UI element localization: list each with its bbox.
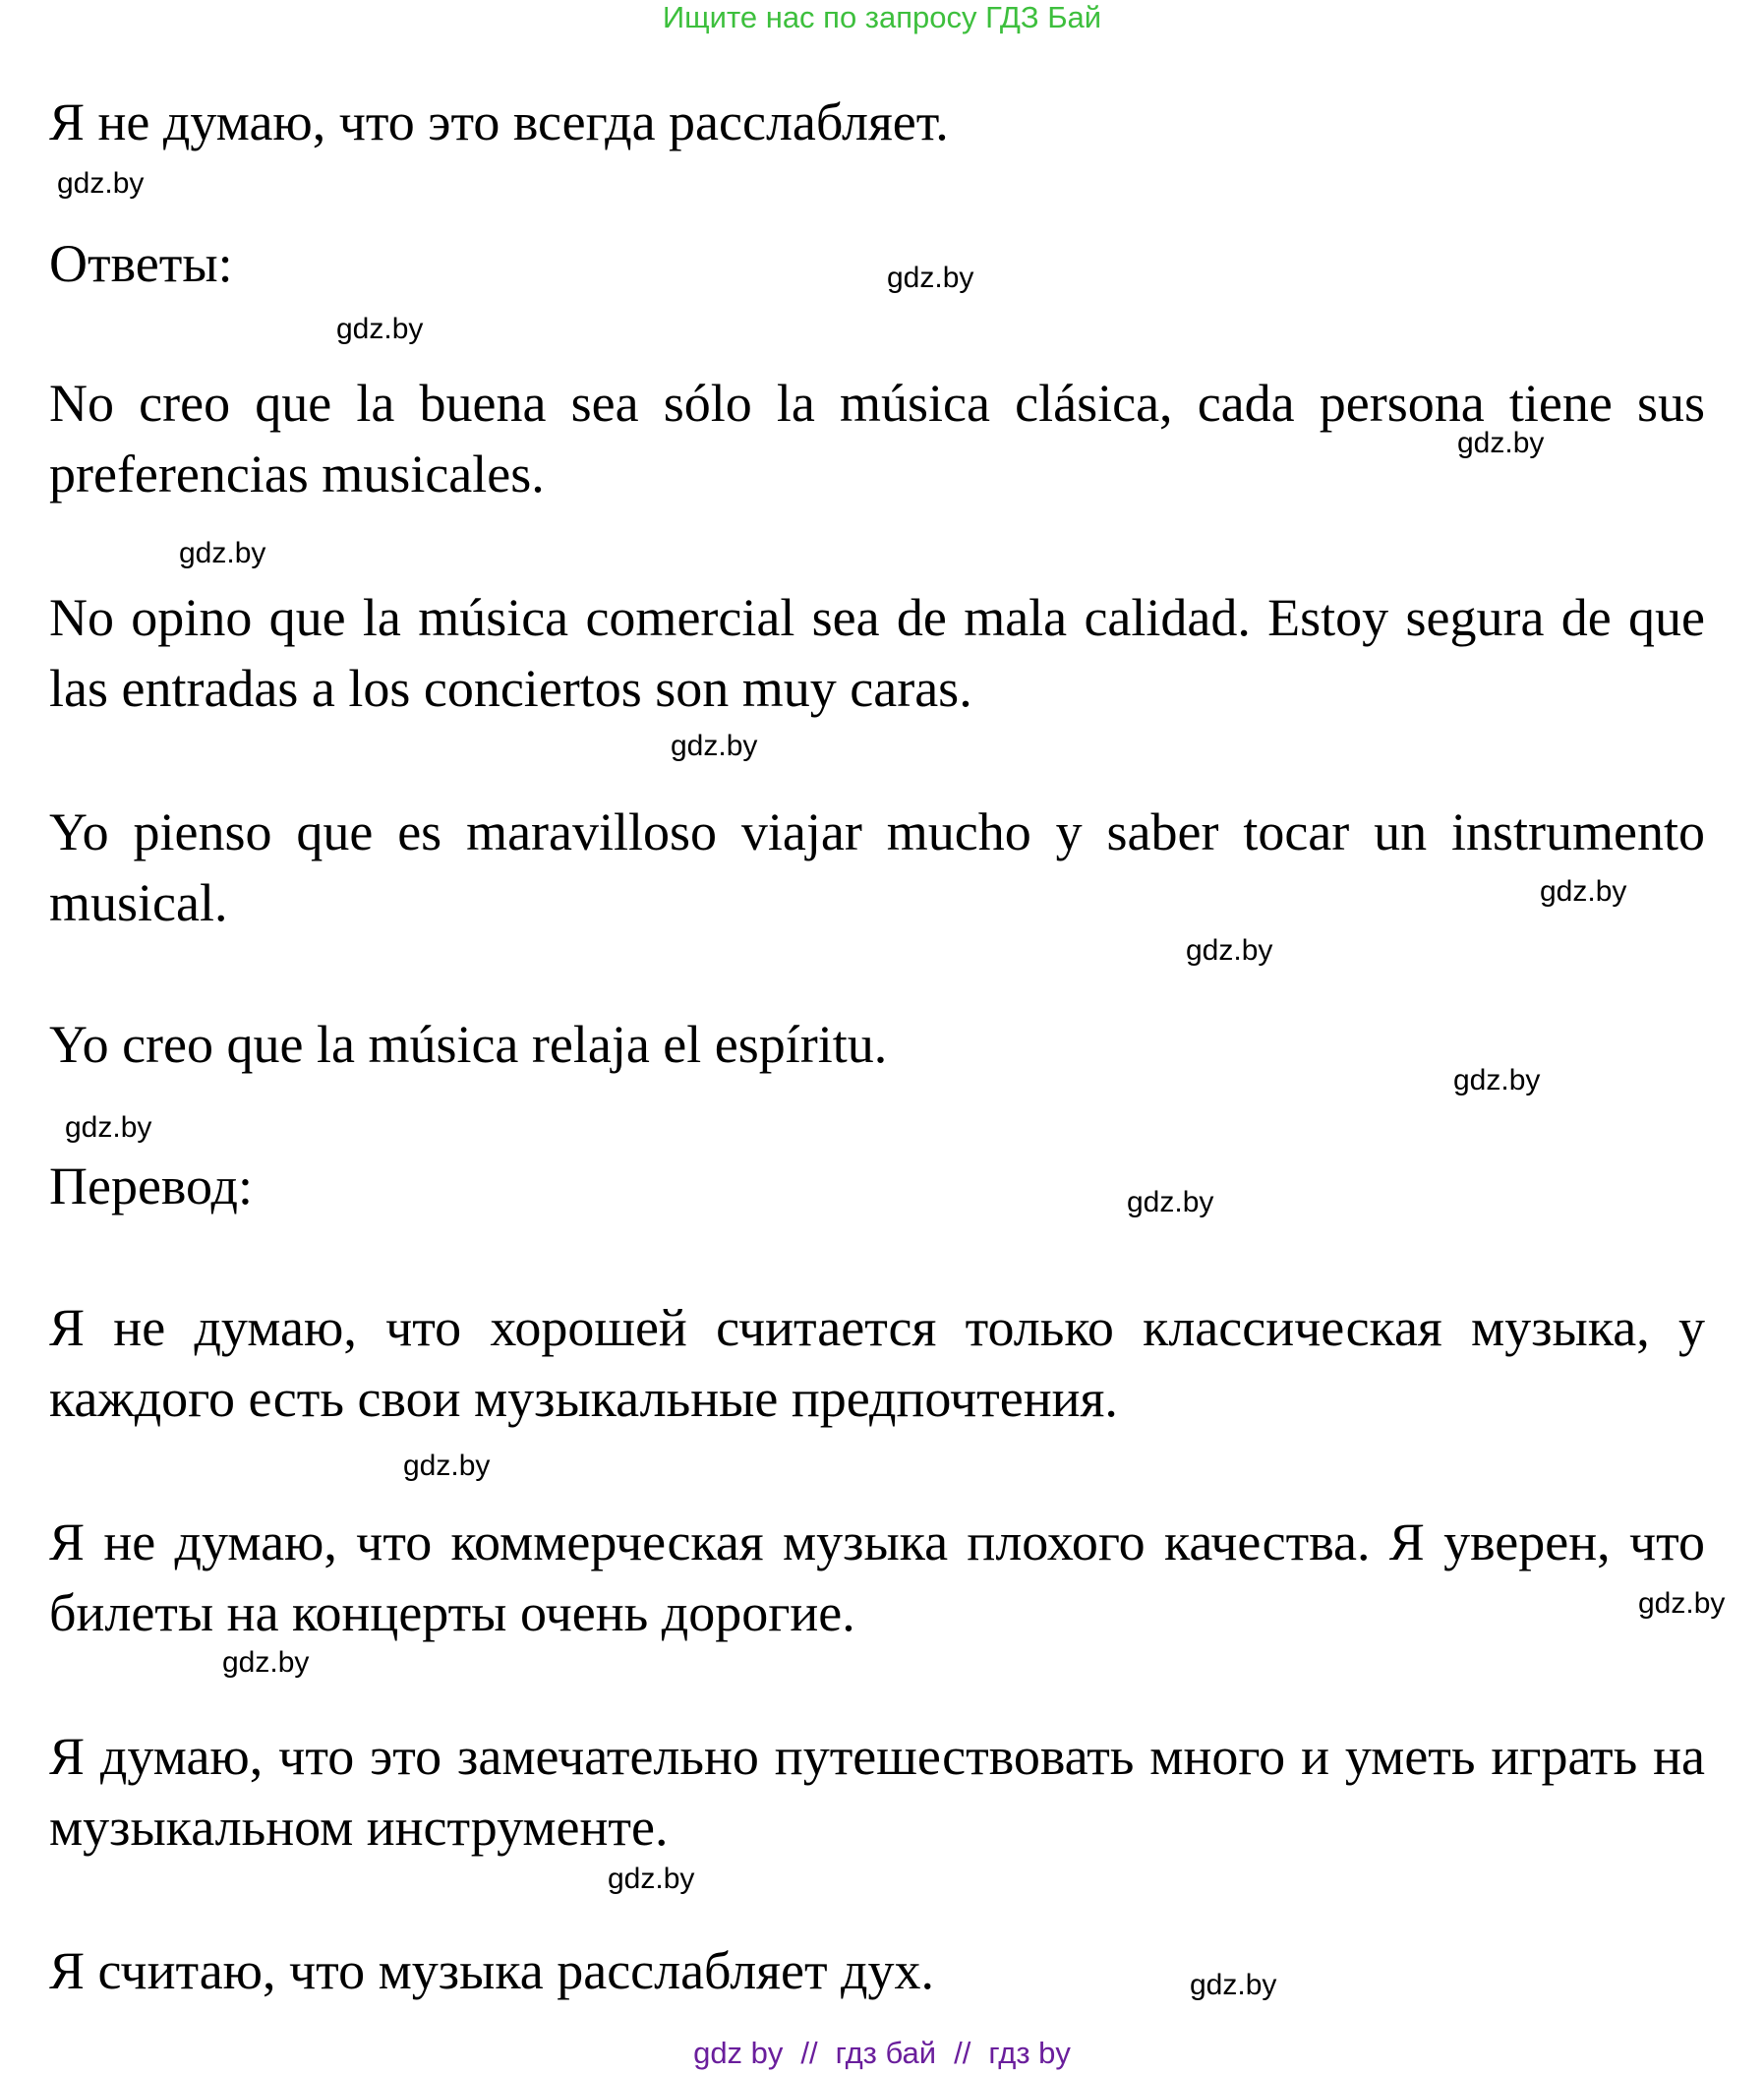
footer-separator: // xyxy=(954,2036,971,2070)
answer-1: No creo que la buena sea sólo la música clásica, cada persona tiene sus preferencias musicales. xyxy=(49,374,1705,503)
answer-2: No opino que la música comercial sea de mala calidad. Estoy segura de que las entradas a los conciertos son muy caras. xyxy=(49,588,1705,718)
watermark: gdz.by xyxy=(671,730,758,762)
intro-line: Я не думаю, что это всегда расслабляет. xyxy=(49,92,949,151)
watermark: gdz.by xyxy=(1457,427,1545,459)
site-footer xyxy=(0,2036,1764,2071)
translation-4: Я считаю, что музыка расслабляет дух. xyxy=(49,1941,935,2000)
answer-4: Yo creo que la música relaja el espíritu. xyxy=(49,1015,888,1074)
translation-heading: Перевод: xyxy=(49,1156,253,1215)
site-header-banner: Ищите нас по запросу ГДЗ Бай xyxy=(662,0,1102,34)
watermark: gdz.by xyxy=(179,537,266,569)
watermark: gdz.by xyxy=(1190,1969,1277,2001)
watermark: gdz.by xyxy=(57,167,145,200)
footer-link-gdz-bai[interactable]: гдз бай xyxy=(835,2036,937,2070)
footer-link-gdz-by[interactable]: gdz by xyxy=(693,2036,784,2070)
watermark: gdz.by xyxy=(608,1863,695,1895)
translation-2: Я не думаю, что коммерческая музыка плохого качества. Я уверен, что билеты на концерты очень дорогие. xyxy=(49,1512,1705,1642)
watermark: gdz.by xyxy=(65,1111,152,1144)
answers-heading: Ответы: xyxy=(49,234,233,293)
watermark: gdz.by xyxy=(1186,934,1273,967)
watermark: gdz.by xyxy=(222,1646,310,1679)
footer-link-gdz-by-cyr[interactable]: гдз by xyxy=(988,2036,1071,2070)
watermark: gdz.by xyxy=(887,262,974,294)
watermark: gdz.by xyxy=(336,313,424,345)
watermark: gdz.by xyxy=(403,1450,491,1482)
watermark: gdz.by xyxy=(1540,875,1627,908)
watermark: gdz.by xyxy=(1453,1064,1541,1096)
watermark: gdz.by xyxy=(1638,1587,1726,1620)
answer-3: Yo pienso que es maravilloso viajar mucho y saber tocar un instrumento musical. xyxy=(49,802,1705,932)
translation-1: Я не думаю, что хорошей считается только классическая музыка, у каждого есть свои музыкальные предпочтения. xyxy=(49,1298,1705,1428)
watermark: gdz.by xyxy=(1127,1186,1214,1218)
footer-separator: // xyxy=(800,2036,818,2070)
translation-3: Я думаю, что это замечательно путешествовать много и уметь играть на музыкальном инструменте. xyxy=(49,1727,1705,1857)
